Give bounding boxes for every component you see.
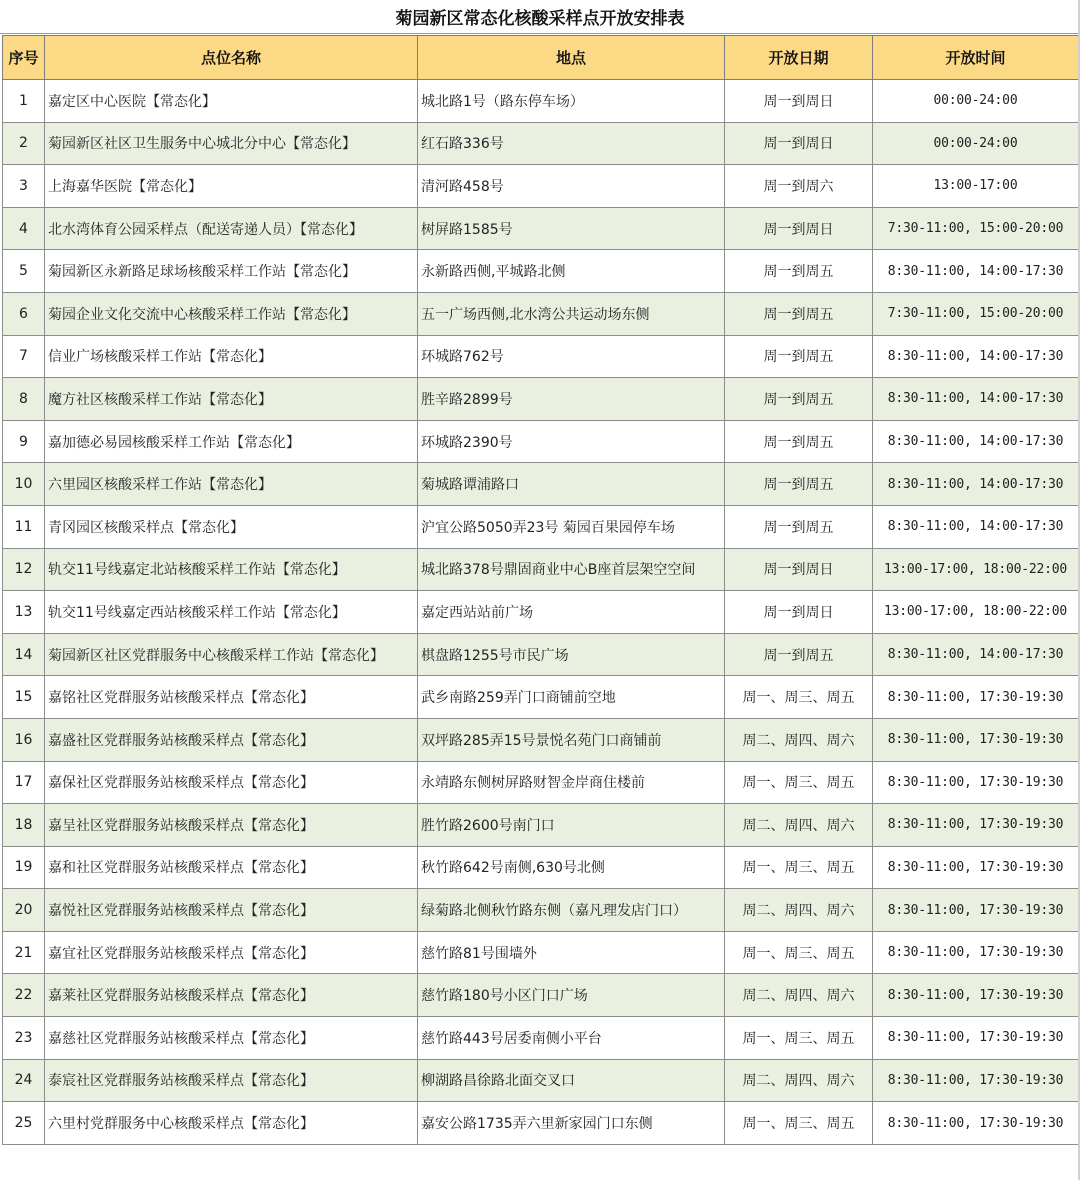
table-title: 菊园新区常态化核酸采样点开放安排表 — [0, 0, 1080, 34]
cell-address[interactable]: 城北路378号鼎固商业中心B座首层架空空间 — [418, 548, 725, 591]
table-row — [3, 207, 1079, 250]
cell-num[interactable]: 2 — [3, 122, 45, 165]
cell-address[interactable]: 树屏路1585号 — [418, 207, 725, 250]
table-row — [3, 974, 1079, 1017]
table-row — [3, 1059, 1079, 1102]
cell-hours[interactable]: 7:30-11:00, 15:00-20:00 — [873, 207, 1079, 250]
cell-address[interactable]: 清河路458号 — [418, 165, 725, 208]
cell-num[interactable]: 12 — [3, 548, 45, 591]
cell-name[interactable]: 轨交11号线嘉定北站核酸采样工作站【常态化】 — [45, 548, 418, 591]
table-row — [3, 591, 1079, 634]
table-row — [3, 505, 1079, 548]
cell-num[interactable]: 18 — [3, 804, 45, 847]
cell-name[interactable]: 嘉呈社区党群服务站核酸采样点【常态化】 — [45, 804, 418, 847]
cell-hours[interactable]: 00:00-24:00 — [873, 122, 1079, 165]
cell-name[interactable]: 上海嘉华医院【常态化】 — [45, 165, 418, 208]
cell-hours[interactable]: 8:30-11:00, 17:30-19:30 — [873, 718, 1079, 761]
cell-address[interactable]: 环城路2390号 — [418, 420, 725, 463]
cell-address[interactable]: 胜竹路2600号南门口 — [418, 804, 725, 847]
cell-days[interactable]: 周一到周日 — [725, 548, 873, 591]
cell-hours[interactable]: 8:30-11:00, 14:00-17:30 — [873, 420, 1079, 463]
cell-hours[interactable]: 13:00-17:00, 18:00-22:00 — [873, 548, 1079, 591]
cell-name[interactable]: 菊园新区社区卫生服务中心城北分中心【常态化】 — [45, 122, 418, 165]
cell-address[interactable]: 沪宜公路5050弄23号 菊园百果园停车场 — [418, 505, 725, 548]
cell-num[interactable]: 19 — [3, 846, 45, 889]
table-row — [3, 1102, 1079, 1145]
cell-name[interactable]: 嘉莱社区党群服务站核酸采样点【常态化】 — [45, 974, 418, 1017]
cell-hours[interactable]: 8:30-11:00, 17:30-19:30 — [873, 804, 1079, 847]
cell-address[interactable]: 城北路1号（路东停车场） — [418, 80, 725, 123]
cell-address[interactable]: 秋竹路642号南侧,630号北侧 — [418, 846, 725, 889]
table-row — [3, 1017, 1079, 1060]
cell-num[interactable]: 24 — [3, 1059, 45, 1102]
cell-num[interactable]: 14 — [3, 633, 45, 676]
header-num[interactable]: 序号 — [3, 36, 45, 80]
cell-days[interactable]: 周一到周五 — [725, 420, 873, 463]
header-hours[interactable]: 开放时间 — [873, 36, 1079, 80]
cell-num[interactable]: 15 — [3, 676, 45, 719]
cell-hours[interactable]: 8:30-11:00, 17:30-19:30 — [873, 1059, 1079, 1102]
table-row — [3, 378, 1079, 421]
cell-address[interactable]: 嘉安公路1735弄六里新家园门口东侧 — [418, 1102, 725, 1145]
cell-num[interactable]: 25 — [3, 1102, 45, 1145]
table-row — [3, 676, 1079, 719]
cell-hours[interactable]: 8:30-11:00, 17:30-19:30 — [873, 761, 1079, 804]
cell-address[interactable]: 棋盘路1255号市民广场 — [418, 633, 725, 676]
cell-days[interactable]: 周二、周四、周六 — [725, 804, 873, 847]
cell-num[interactable]: 6 — [3, 292, 45, 335]
cell-hours[interactable]: 8:30-11:00, 14:00-17:30 — [873, 633, 1079, 676]
cell-num[interactable]: 4 — [3, 207, 45, 250]
cell-hours[interactable]: 8:30-11:00, 17:30-19:30 — [873, 1017, 1079, 1060]
table-row — [3, 633, 1079, 676]
cell-days[interactable]: 周一到周五 — [725, 378, 873, 421]
table-row — [3, 846, 1079, 889]
cell-address[interactable]: 绿菊路北侧秋竹路东侧（嘉凡理发店门口） — [418, 889, 725, 932]
cell-hours[interactable]: 8:30-11:00, 14:00-17:30 — [873, 505, 1079, 548]
cell-days[interactable]: 周一到周日 — [725, 591, 873, 634]
cell-days[interactable]: 周一、周三、周五 — [725, 676, 873, 719]
cell-address[interactable]: 双坪路285弄15号景悦名苑门口商铺前 — [418, 718, 725, 761]
cell-days[interactable]: 周一到周五 — [725, 250, 873, 293]
cell-num[interactable]: 8 — [3, 378, 45, 421]
cell-name[interactable]: 嘉铭社区党群服务站核酸采样点【常态化】 — [45, 676, 418, 719]
cell-days[interactable]: 周一、周三、周五 — [725, 931, 873, 974]
cell-address[interactable]: 慈竹路443号居委南侧小平台 — [418, 1017, 725, 1060]
header-address[interactable]: 地点 — [418, 36, 725, 80]
cell-num[interactable]: 5 — [3, 250, 45, 293]
cell-days[interactable]: 周二、周四、周六 — [725, 1059, 873, 1102]
table-row — [3, 420, 1079, 463]
table-body — [3, 80, 1079, 1145]
cell-num[interactable]: 22 — [3, 974, 45, 1017]
cell-num[interactable]: 9 — [3, 420, 45, 463]
cell-hours[interactable]: 7:30-11:00, 15:00-20:00 — [873, 292, 1079, 335]
cell-num[interactable]: 21 — [3, 931, 45, 974]
cell-days[interactable]: 周二、周四、周六 — [725, 889, 873, 932]
table-row — [3, 931, 1079, 974]
cell-days[interactable]: 周一到周五 — [725, 292, 873, 335]
cell-num[interactable]: 13 — [3, 591, 45, 634]
cell-address[interactable]: 永新路西侧,平城路北侧 — [418, 250, 725, 293]
cell-address[interactable]: 菊城路谭浦路口 — [418, 463, 725, 506]
table-row — [3, 548, 1079, 591]
cell-name[interactable]: 轨交11号线嘉定西站核酸采样工作站【常态化】 — [45, 591, 418, 634]
header-row — [3, 36, 1079, 80]
table-row — [3, 335, 1079, 378]
header-name[interactable]: 点位名称 — [45, 36, 418, 80]
cell-address[interactable]: 永靖路东侧树屏路财智金岸商住楼前 — [418, 761, 725, 804]
cell-address[interactable]: 慈竹路180号小区门口广场 — [418, 974, 725, 1017]
cell-days[interactable]: 周一到周五 — [725, 633, 873, 676]
cell-name[interactable]: 青冈园区核酸采样点【常态化】 — [45, 505, 418, 548]
cell-address[interactable]: 慈竹路81号围墙外 — [418, 931, 725, 974]
cell-days[interactable]: 周一、周三、周五 — [725, 1017, 873, 1060]
cell-name[interactable]: 六里村党群服务中心核酸采样点【常态化】 — [45, 1102, 418, 1145]
table-row — [3, 165, 1079, 208]
cell-hours[interactable]: 8:30-11:00, 17:30-19:30 — [873, 676, 1079, 719]
table-row — [3, 292, 1079, 335]
cell-hours[interactable]: 8:30-11:00, 17:30-19:30 — [873, 1102, 1079, 1145]
table-row — [3, 718, 1079, 761]
cell-hours[interactable]: 13:00-17:00, 18:00-22:00 — [873, 591, 1079, 634]
cell-name[interactable]: 嘉宜社区党群服务站核酸采样点【常态化】 — [45, 931, 418, 974]
cell-num[interactable]: 10 — [3, 463, 45, 506]
cell-address[interactable]: 五一广场西侧,北水湾公共运动场东侧 — [418, 292, 725, 335]
schedule-table — [2, 35, 1079, 1145]
header-days[interactable]: 开放日期 — [725, 36, 873, 80]
cell-num[interactable]: 7 — [3, 335, 45, 378]
cell-days[interactable]: 周一、周三、周五 — [725, 846, 873, 889]
cell-address[interactable]: 环城路762号 — [418, 335, 725, 378]
cell-address[interactable]: 武乡南路259弄门口商铺前空地 — [418, 676, 725, 719]
cell-days[interactable]: 周一到周五 — [725, 505, 873, 548]
table-row — [3, 804, 1079, 847]
cell-name[interactable]: 六里园区核酸采样工作站【常态化】 — [45, 463, 418, 506]
cell-num[interactable]: 3 — [3, 165, 45, 208]
cell-name[interactable]: 嘉悦社区党群服务站核酸采样点【常态化】 — [45, 889, 418, 932]
cell-hours[interactable]: 8:30-11:00, 14:00-17:30 — [873, 463, 1079, 506]
table-row — [3, 80, 1079, 123]
cell-days[interactable]: 周一到周日 — [725, 80, 873, 123]
cell-hours[interactable]: 8:30-11:00, 17:30-19:30 — [873, 931, 1079, 974]
cell-name[interactable]: 菊园新区永新路足球场核酸采样工作站【常态化】 — [45, 250, 418, 293]
cell-name[interactable]: 嘉盛社区党群服务站核酸采样点【常态化】 — [45, 718, 418, 761]
cell-num[interactable]: 16 — [3, 718, 45, 761]
cell-name[interactable]: 嘉和社区党群服务站核酸采样点【常态化】 — [45, 846, 418, 889]
cell-days[interactable]: 周二、周四、周六 — [725, 974, 873, 1017]
cell-name[interactable]: 嘉定区中心医院【常态化】 — [45, 80, 418, 123]
cell-hours[interactable]: 8:30-11:00, 14:00-17:30 — [873, 250, 1079, 293]
table-row — [3, 761, 1079, 804]
cell-name[interactable]: 菊园新区社区党群服务中心核酸采样工作站【常态化】 — [45, 633, 418, 676]
cell-hours[interactable]: 00:00-24:00 — [873, 80, 1079, 123]
cell-hours[interactable]: 8:30-11:00, 14:00-17:30 — [873, 378, 1079, 421]
cell-days[interactable]: 周一到周五 — [725, 335, 873, 378]
table-row — [3, 889, 1079, 932]
cell-address[interactable]: 柳湖路昌徐路北面交叉口 — [418, 1059, 725, 1102]
cell-num[interactable]: 17 — [3, 761, 45, 804]
cell-name[interactable]: 北水湾体育公园采样点（配送寄递人员）【常态化】 — [45, 207, 418, 250]
cell-name[interactable]: 嘉慈社区党群服务站核酸采样点【常态化】 — [45, 1017, 418, 1060]
cell-hours[interactable]: 8:30-11:00, 17:30-19:30 — [873, 846, 1079, 889]
table-row — [3, 122, 1079, 165]
cell-hours[interactable]: 8:30-11:00, 17:30-19:30 — [873, 974, 1079, 1017]
cell-days[interactable]: 周一到周日 — [725, 122, 873, 165]
cell-name[interactable]: 嘉保社区党群服务站核酸采样点【常态化】 — [45, 761, 418, 804]
cell-name[interactable]: 泰宸社区党群服务站核酸采样点【常态化】 — [45, 1059, 418, 1102]
table-row — [3, 463, 1079, 506]
table-row — [3, 250, 1079, 293]
cell-name[interactable]: 信业广场核酸采样工作站【常态化】 — [45, 335, 418, 378]
cell-days[interactable]: 周一到周六 — [725, 165, 873, 208]
cell-name[interactable]: 嘉加德必易园核酸采样工作站【常态化】 — [45, 420, 418, 463]
cell-num[interactable]: 23 — [3, 1017, 45, 1060]
cell-name[interactable]: 菊园企业文化交流中心核酸采样工作站【常态化】 — [45, 292, 418, 335]
cell-address[interactable]: 嘉定西站站前广场 — [418, 591, 725, 634]
cell-hours[interactable]: 8:30-11:00, 17:30-19:30 — [873, 889, 1079, 932]
cell-days[interactable]: 周一到周五 — [725, 463, 873, 506]
cell-num[interactable]: 1 — [3, 80, 45, 123]
cell-address[interactable]: 红石路336号 — [418, 122, 725, 165]
cell-hours[interactable]: 13:00-17:00 — [873, 165, 1079, 208]
cell-address[interactable]: 胜辛路2899号 — [418, 378, 725, 421]
cell-days[interactable]: 周一到周日 — [725, 207, 873, 250]
cell-days[interactable]: 周二、周四、周六 — [725, 718, 873, 761]
cell-name[interactable]: 魔方社区核酸采样工作站【常态化】 — [45, 378, 418, 421]
cell-days[interactable]: 周一、周三、周五 — [725, 761, 873, 804]
cell-days[interactable]: 周一、周三、周五 — [725, 1102, 873, 1145]
cell-num[interactable]: 11 — [3, 505, 45, 548]
cell-num[interactable]: 20 — [3, 889, 45, 932]
cell-hours[interactable]: 8:30-11:00, 14:00-17:30 — [873, 335, 1079, 378]
